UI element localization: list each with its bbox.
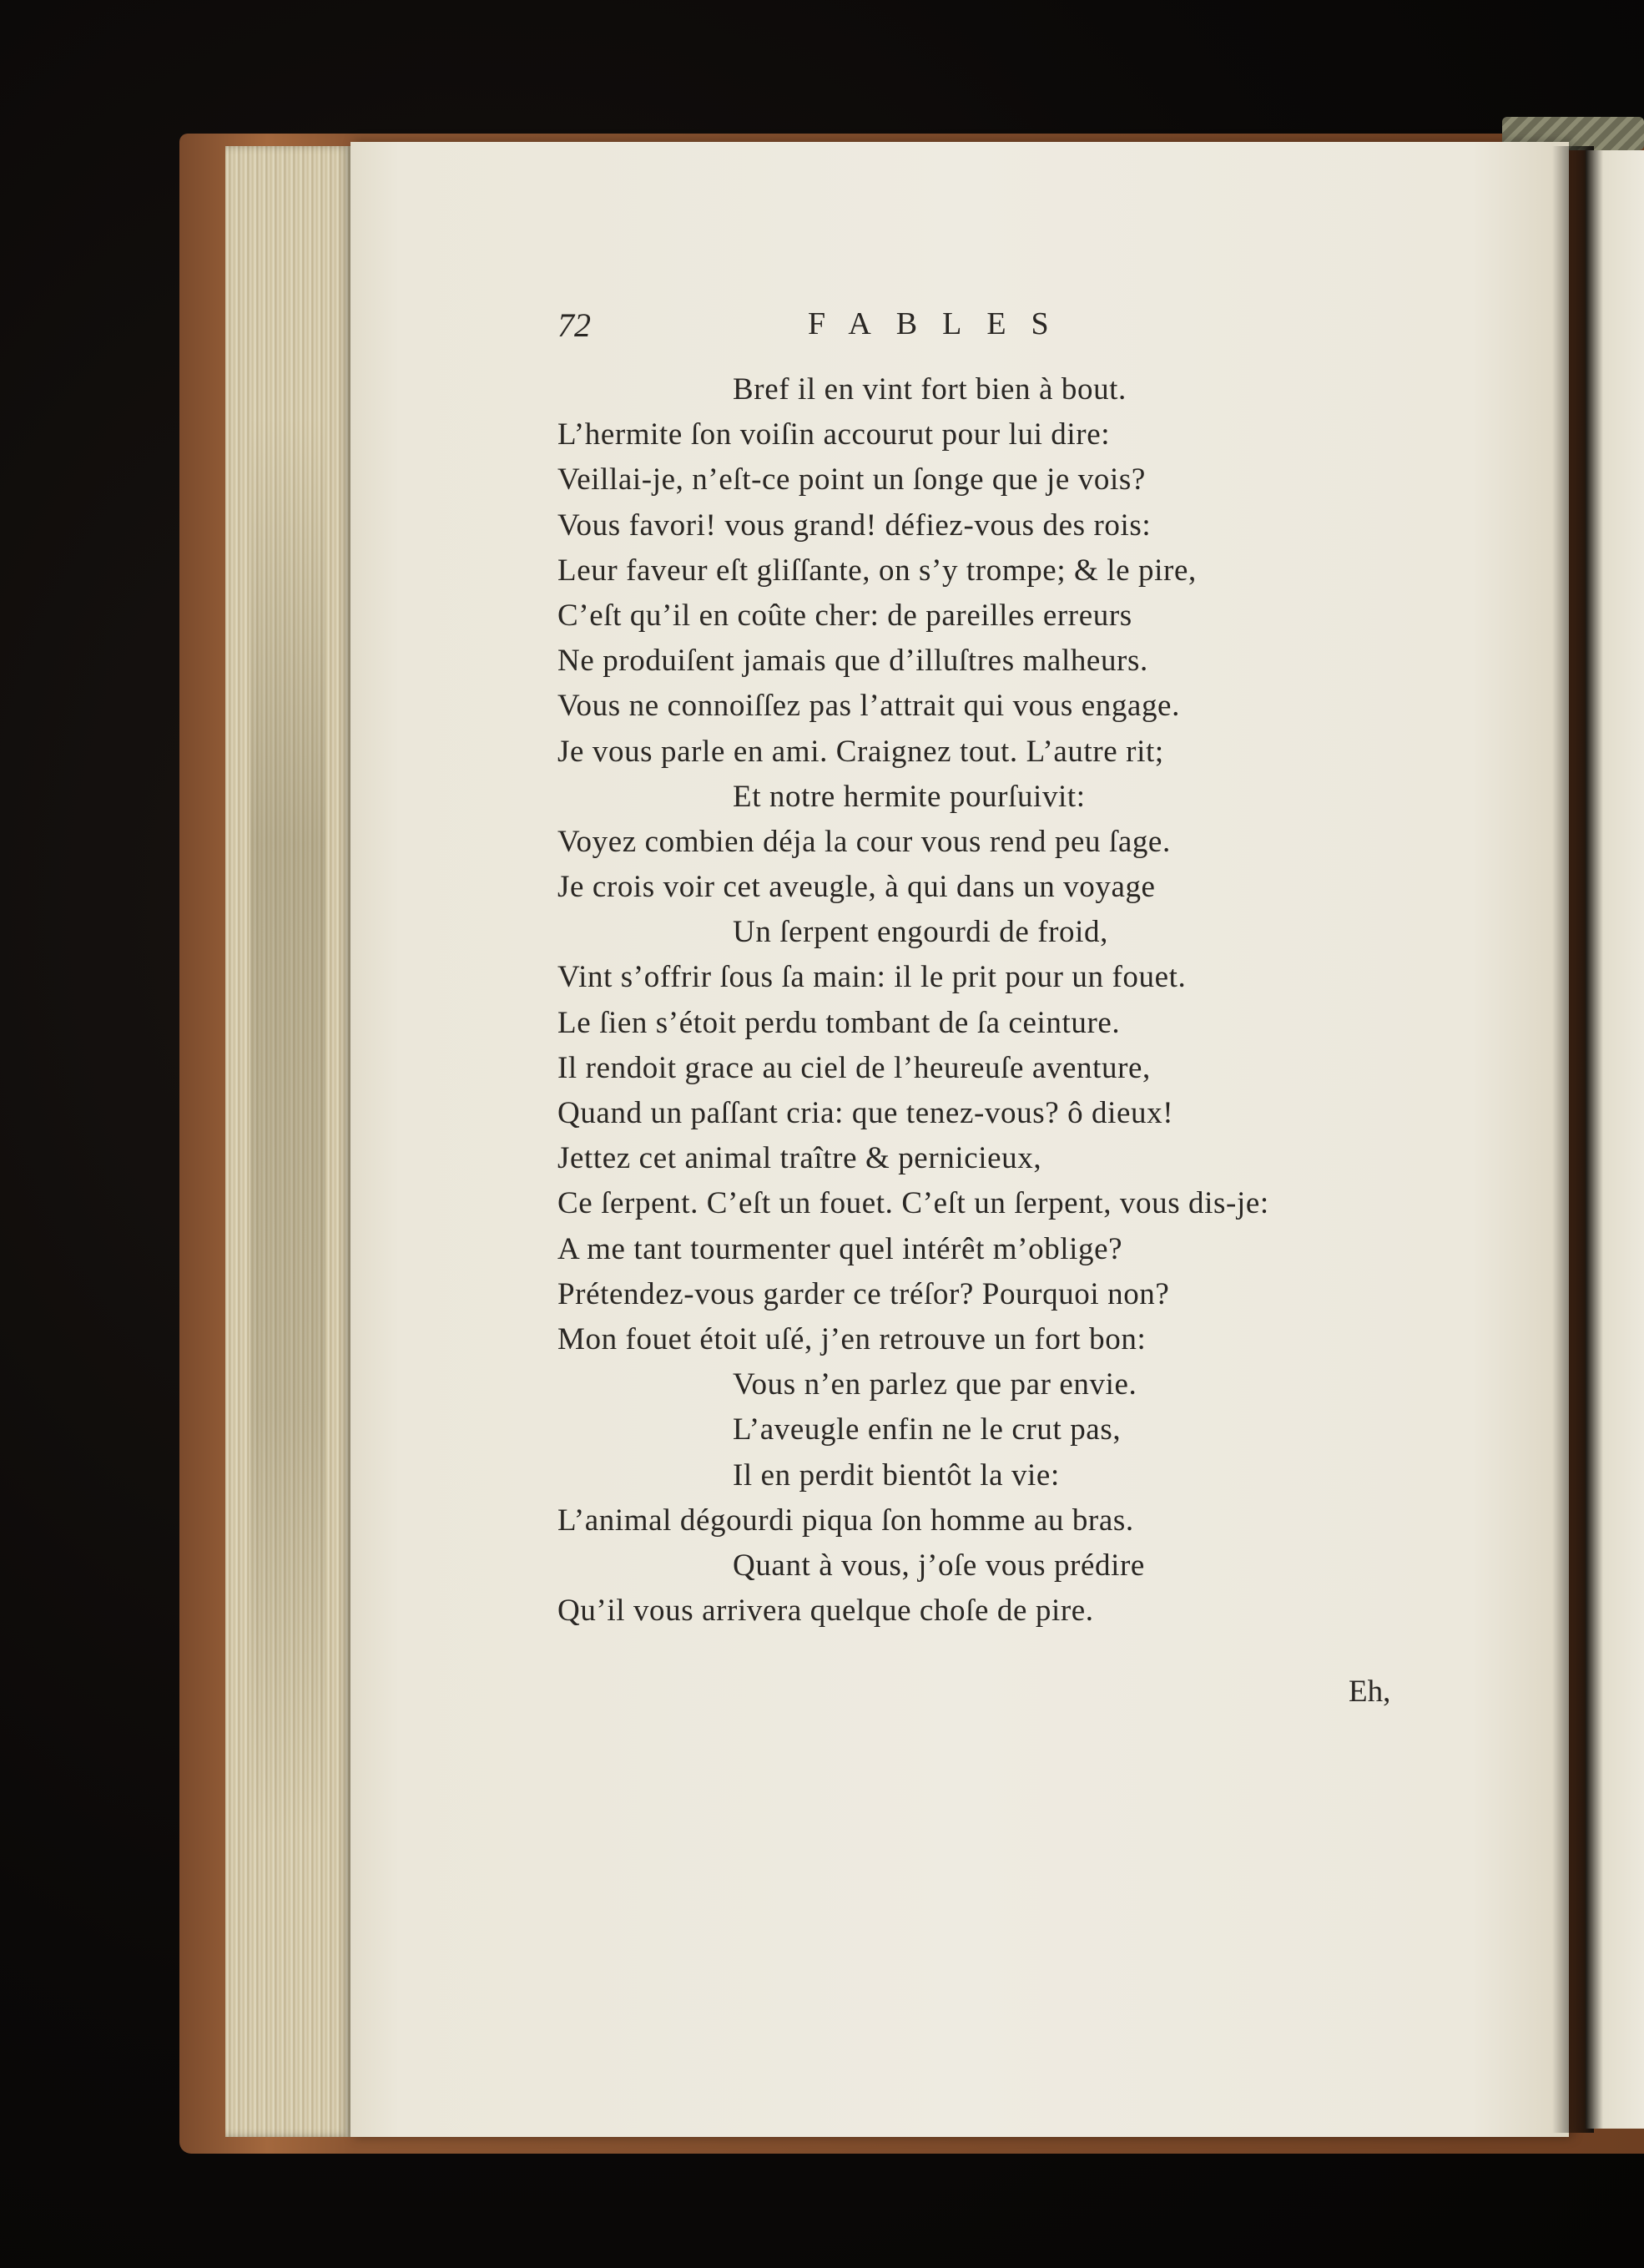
facing-page-edge (1586, 150, 1644, 2129)
verse-line: Ne produiſent jamais que d’illuſtres malheurs. (557, 644, 1148, 679)
verse-line: Leur faveur eſt gliſſante, on s’y trompe; & le pire, (557, 553, 1197, 588)
page-text-block (557, 301, 1400, 1709)
verse-line: Prétendez-vous garder ce tréſor? Pourquoi non? (557, 1276, 1170, 1311)
edge-stain (250, 417, 325, 1836)
verse-line: Mon fouet étoit uſé, j’en retrouve un fort bon: (557, 1321, 1147, 1356)
catchword: Eh, (1349, 1674, 1391, 1709)
running-title: FABLES (808, 306, 1074, 341)
verse-line: Qu’il vous arrivera quelque choſe de pire. (557, 1594, 1094, 1629)
verse-line: Il rendoit grace au ciel de l’heureuſe aventure, (557, 1050, 1151, 1085)
verse-line: A me tant tourmenter quel intérêt m’oblige? (557, 1231, 1123, 1266)
verse-line: Vous favori! vous grand! défiez-vous des rois: (557, 508, 1152, 543)
verse-line: Veillai-je, n’eſt-ce point un ſonge que je vois? (557, 462, 1146, 498)
verse-line: Voyez combien déja la cour vous rend peu ſage. (557, 824, 1171, 859)
verse-line: Ce ſerpent. C’eſt un fouet. C’eſt un ſerpent, vous dis-je: (557, 1186, 1269, 1221)
verse-line: L’animal dégourdi piqua ſon homme au bras. (557, 1503, 1134, 1538)
verse-line: Un ſerpent engourdi de froid, (733, 915, 1108, 950)
verse-line: Je crois voir cet aveugle, à qui dans un voyage (557, 870, 1156, 905)
page-number: 72 (557, 306, 591, 344)
verse-line: Quant à vous, j’oſe vous prédire (733, 1548, 1145, 1583)
verse-line: Quand un paſſant cria: que tenez-vous? ô dieux! (557, 1096, 1174, 1130)
verse-lines (557, 367, 1400, 1634)
verse-line: Le ſien s’étoit perdu tombant de ſa ceinture. (557, 1005, 1121, 1040)
verse-line: Vous n’en parlez que par envie. (733, 1367, 1137, 1402)
verse-line: L’hermite ſon voiſin accourut pour lui dire: (557, 417, 1111, 452)
verse-line: Il en perdit bientôt la vie: (733, 1457, 1060, 1493)
verse-line: Je vous parle en ami. Craignez tout. L’autre rit; (557, 734, 1164, 769)
verse-line: Vous ne connoiſſez pas l’attrait qui vous engage. (557, 689, 1180, 724)
verse-line: Et notre hermite pourſuivit: (733, 779, 1086, 814)
verse-line: C’eſt qu’il en coûte cher: de pareilles erreurs (557, 598, 1132, 633)
page-header (557, 301, 1400, 367)
verse-line: Vint s’offrir ſous ſa main: il le prit pour un fouet. (557, 960, 1187, 995)
verse-line: Jettez cet animal traître & pernicieux, (557, 1141, 1042, 1176)
verse-line: L’aveugle enfin ne le crut pas, (733, 1412, 1122, 1447)
verse-line: Bref il en vint fort bien à bout. (733, 372, 1127, 407)
